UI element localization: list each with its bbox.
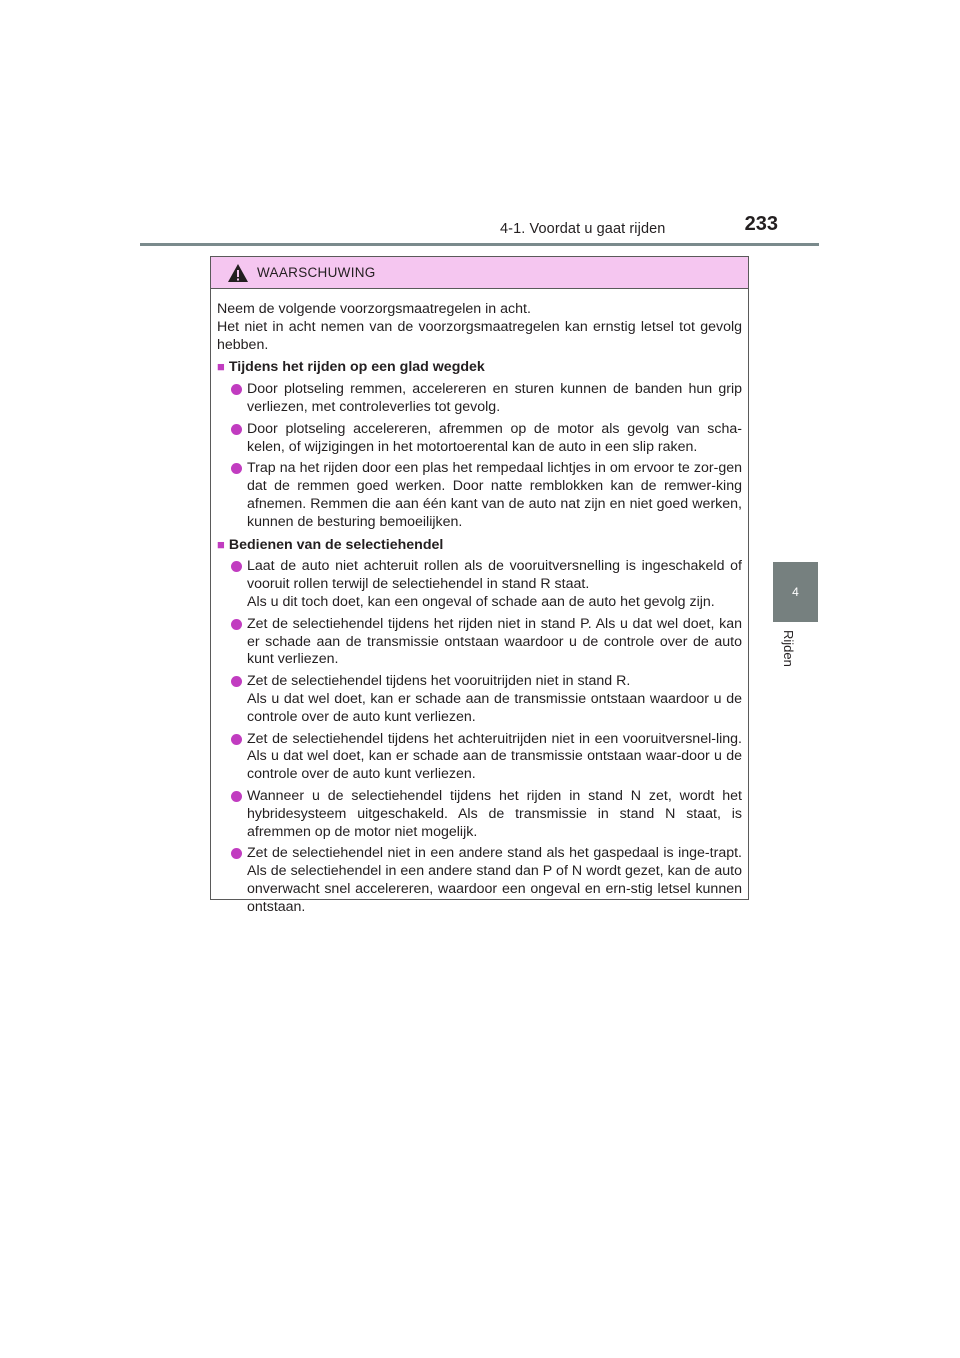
list-item	[247, 460, 742, 531]
list-item	[247, 616, 742, 669]
list-item-text: Laat de auto niet achteruit rollen als de vooruitversnelling is ingeschakeld of vooruit rollen terwijl de selectiehendel in stand R staat. Als u dit toch doet, kan een ongeval of schade aan de auto het gevolg zijn.	[247, 558, 742, 610]
list-item-text: Zet de selectiehendel tijdens het rijden niet in stand P. Als u dat wel doet, kan er schade aan de transmissie ontstaan waardoor u de controle over de auto kunt verliezen.	[247, 615, 742, 668]
square-bullet-icon: ■	[217, 536, 225, 552]
chapter-label: Rijden	[781, 630, 796, 667]
section-heading-text: Tijdens het rijden op een glad wegdek	[228, 359, 485, 376]
section-heading-text: Bedienen van de selectiehendel	[228, 536, 444, 553]
bullet-list	[217, 558, 742, 916]
list-item-text: Wanneer u de selectiehendel tijdens het rijden in stand N zet, wordt het hybridesysteem uitgeschakeld. Als de transmissie in stand N staat, is afremmen op de motor niet mogelijk.	[247, 787, 742, 840]
section-heading	[217, 536, 742, 555]
chapter-tab	[773, 562, 818, 622]
bullet-dot-icon	[231, 791, 242, 802]
list-item	[247, 558, 742, 611]
bullet-dot-icon	[231, 384, 242, 395]
list-item	[247, 421, 742, 457]
warning-triangle-icon	[227, 263, 249, 283]
bullet-dot-icon	[231, 424, 242, 435]
bullet-dot-icon	[231, 463, 242, 474]
section-title: 4-1. Voordat u gaat rijden	[500, 221, 666, 237]
bullet-dot-icon	[231, 619, 242, 630]
page-number: 233	[744, 213, 778, 235]
list-item	[247, 845, 742, 916]
list-item	[247, 731, 742, 784]
list-item-text: Trap na het rijden door een plas het rempedaal lichtjes in om ervoor te zor-gen dat de remmen goed werken. Door natte remblokken kan de remwer-king afnemen. Remmen die aan één kant van de auto nat zijn en niet goed werken, kunnen de besturing bemoeilijken.	[247, 460, 742, 530]
list-item-text: Zet de selectiehendel niet in een andere stand als het gaspedaal is inge-trapt. Als de selectiehendel in een andere stand dan P of N wordt gezet, kan de auto onverwacht snel accelereren, waardoor een ongeval en ern-stig letsel kunnen ontstaan.	[247, 845, 742, 915]
bullet-list	[217, 381, 742, 531]
list-item	[247, 381, 742, 417]
list-item	[247, 788, 742, 841]
list-item-text: Door plotseling remmen, accelereren en sturen kunnen de banden hun grip verliezen, met controleverlies tot gevolg.	[247, 381, 742, 415]
bullet-dot-icon	[231, 561, 242, 572]
warning-body	[211, 289, 748, 917]
list-item	[247, 673, 742, 726]
list-item-text: Door plotseling accelereren, afremmen op de motor als gevolg van scha-kelen, of wijzigingen in het motortoerental kan de auto in een slip raken.	[247, 420, 742, 455]
bullet-dot-icon	[231, 848, 242, 859]
header-rule	[140, 243, 819, 246]
section-heading	[217, 358, 742, 377]
chapter-number: 4	[792, 585, 799, 599]
bullet-dot-icon	[231, 676, 242, 687]
list-item-text: Zet de selectiehendel tijdens het achteruitrijden niet in een vooruitversnel-ling. Als u dat wel doet, kan er schade aan de transmissie ontstaan waar-door u de controle over de auto kunt verliezen.	[247, 730, 742, 783]
warning-title: WAARSCHUWING	[257, 265, 376, 280]
warning-intro	[217, 301, 742, 354]
warning-box	[210, 256, 749, 915]
list-item-text: Zet de selectiehendel tijdens het vooruitrijden niet in stand R. Als u dat wel doet, kan er schade aan de transmissie ontstaan waardoor u de controle over de auto kunt verliezen.	[247, 673, 742, 725]
intro-line: Neem de volgende voorzorgsmaatregelen in acht.	[217, 301, 531, 317]
intro-line: Het niet in acht nemen van de voorzorgsmaatregelen kan ernstig letsel tot gevolg hebben.	[217, 318, 742, 353]
square-bullet-icon: ■	[217, 359, 225, 375]
bullet-dot-icon	[231, 734, 242, 745]
warning-header	[211, 257, 748, 289]
